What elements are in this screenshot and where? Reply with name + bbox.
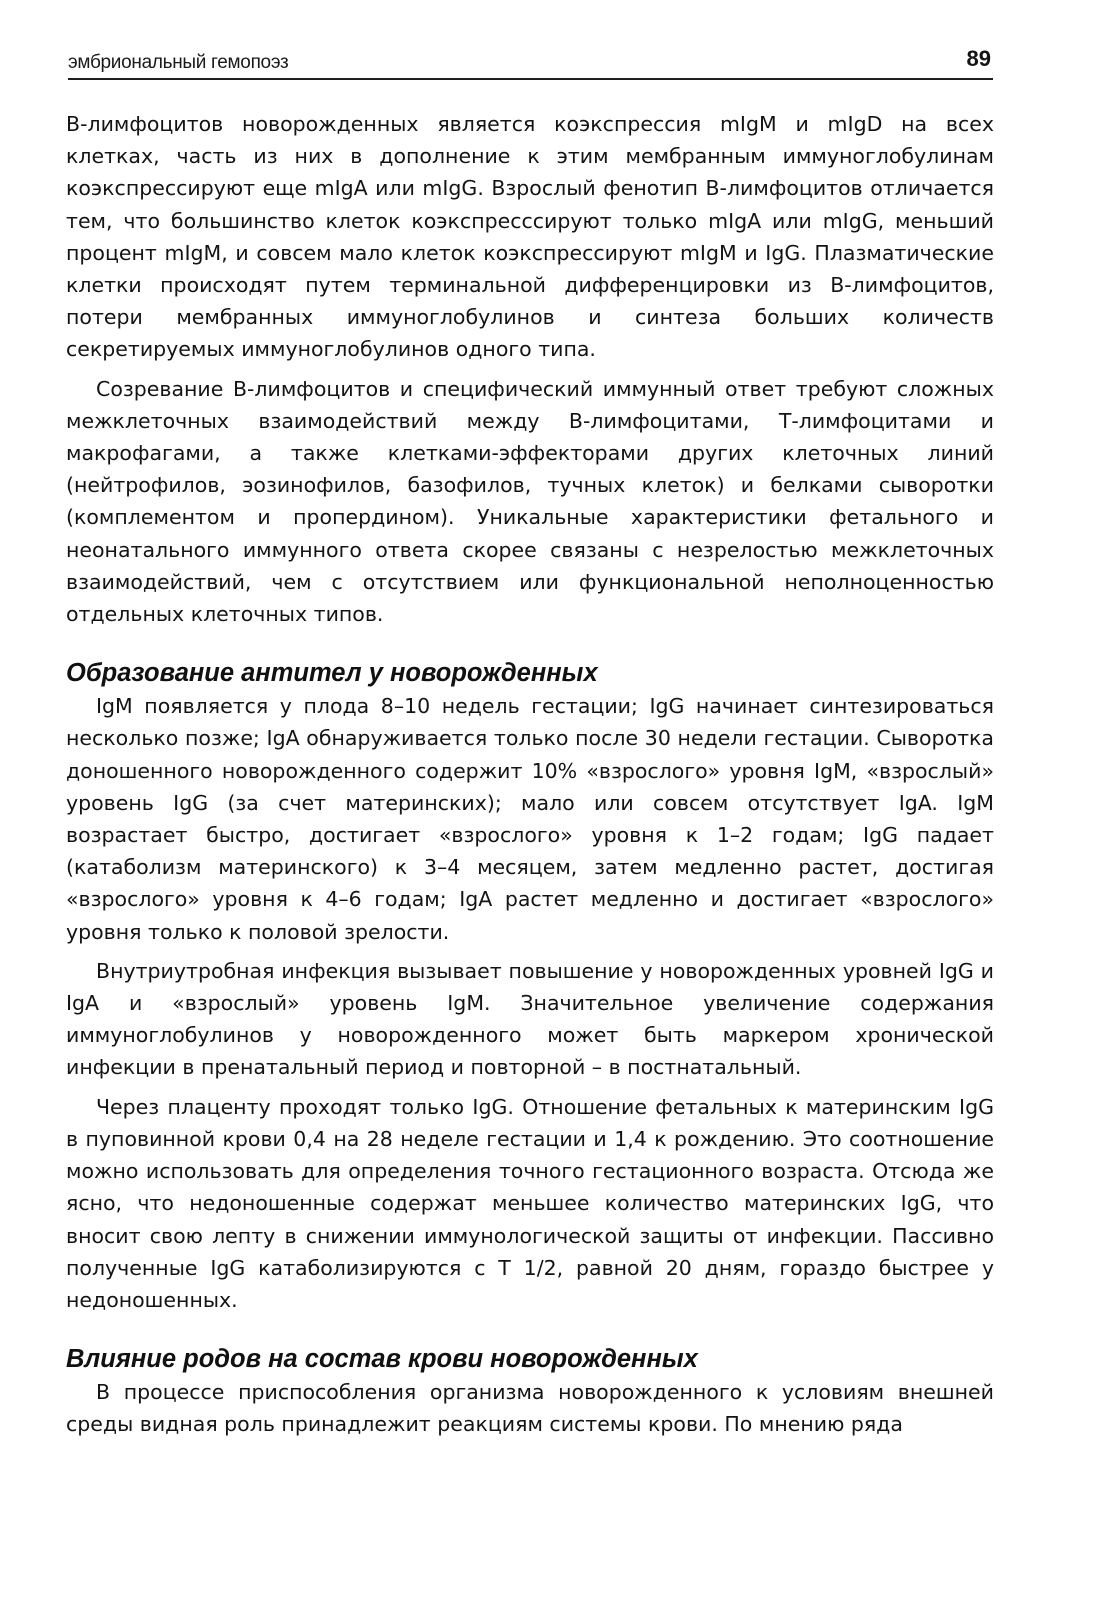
- body-text: [66, 108, 994, 1448]
- paragraph-immunoglobulin-levels: IgM появляется у плода 8–10 недель гестации; IgG начинает синтезироваться несколько позже; IgA обнаруживается только после 30 недели гестации. Сыворотка доношенного новорожденного содержит 10% «взрослого» уровня IgM, «взрослый» уровень IgG (за счет материнских); мало или совсем отсутствует IgA. IgM возрастает быстро, достигает «взрослого» уровня к 1–2 годам; IgG падает (катаболизм материнского) к 3–4 месяцем, затем медленно растет, достигая «взрослого» уровня к 4–6 годам; IgA растет медленно и достигает «взрослого» уровня только к половой зрелости.: [66, 694, 994, 944]
- running-title: эмбриональный гемопоэз: [68, 52, 289, 73]
- running-header: [68, 44, 993, 80]
- paragraph-blood-system-adaptation: В процессе приспособления организма новорожденного к условиям внешней среды видная роль принадлежит реакциям системы крови. По мнению ряда: [66, 1380, 994, 1437]
- paragraph-placental-igg-transfer: Через плаценту проходят только IgG. Отношение фетальных к материнским IgG в пуповинной крови 0,4 на 28 неделе гестации и 1,4 к рождению. Это соотношение можно использовать для определения точного гестационного возраста. Отсюда же ясно, что недоношенные содержат меньшее количество материнских IgG, что вносит свою лепту в снижении иммунологической защиты от инфекции. Пассивно полученные IgG катаболизируются с Т 1/2, равной 20 дням, гораздо быстрее у недоношенных.: [66, 1094, 994, 1312]
- section-heading-birth-influence: Влияние родов на состав крови новорожденных: [66, 1345, 698, 1374]
- page-number: 89: [966, 46, 991, 71]
- paragraph-intrauterine-infection: Внутриутробная инфекция вызывает повышение у новорожденных уровней IgG и IgA и «взрослый» уровень IgM. Значительное увеличение содержания иммуноглобулинов у новорожденного может быть маркером хронической инфекции в пренатальный период и повторной – в постнатальный.: [66, 958, 994, 1080]
- section-heading-antibody-formation: Образование антител у новорожденных: [66, 659, 598, 688]
- paragraph-immune-response-maturation: Созревание В-лимфоцитов и специфический иммунный ответ требуют сложных межклеточных взаимодействий между В-лимфоцитами, Т-лимфоцитами и макрофагами, а также клетками-эффекторами других клеточных линий (нейтрофилов, эозинофилов, базофилов, тучных клеток) и белками сыворотки (комплементом и пропердином). Уникальные характеристики фетального и неонатального иммунного ответа скорее связаны с незрелостью межклеточных взаимодействий, чем с отсутствием или функциональной неполноценностью отдельных клеточных типов.: [66, 376, 994, 627]
- paragraph-b-lymphocytes-phenotype: В-лимфоцитов новорожденных является коэкспрессия mIgM и mIgD на всех клетках, часть из них в дополнение к этим мембранным иммуноглобулинам коэкспрессируют еще mIgA или mIgG. Взрослый фенотип В-лимфоцитов отличается тем, что большинство клеток коэкспресссируют только mIgA или mIgG, меньший процент mIgM, и совсем мало клеток коэкспрессируют mIgM и IgG. Плазматические клетки происходят путем терминальной дифференцировки из В-лимфоцитов, потери мембранных иммуноглобулинов и синтеза больших количеств секретируемых иммуноглобулинов одного типа.: [66, 112, 994, 362]
